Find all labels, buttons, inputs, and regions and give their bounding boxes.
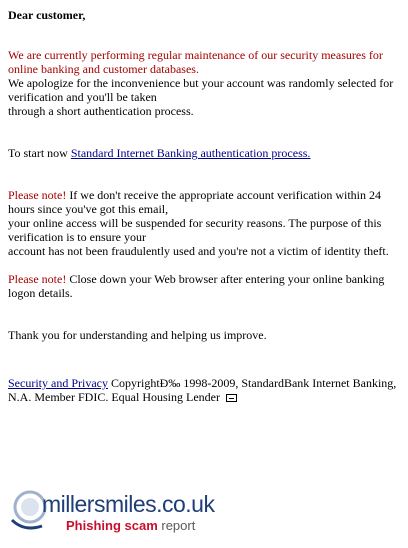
apology-line-2: through a short authentication process. (8, 104, 194, 118)
note-text-2: Close down your Web browser after entering your online banking logon details. (8, 272, 385, 300)
start-instruction (8, 146, 404, 160)
note-text-1a: If we don't receive the appropriate account verification within 24 hours since you've got this email, (8, 188, 382, 216)
apology-text (8, 76, 404, 118)
security-privacy-link[interactable]: Security and Privacy (8, 376, 108, 390)
note-text-1c: account has not been fraudulently used and you're not a victim of identity theft. (8, 244, 389, 258)
footer-copyright: CopyrightĐ‰ 1998-2009, StandardBank Internet Banking, N.A. Member FDIC. Equal Housing Lender (8, 376, 397, 404)
logo-tagline (66, 519, 195, 533)
authentication-link[interactable]: Standard Internet Banking authentication process. (70, 146, 311, 160)
greeting: Dear customer, (8, 8, 86, 22)
note-browser (8, 272, 404, 300)
maintenance-notice: We are currently performing regular maintenance of our security measures for online banking and customer databases. (8, 48, 383, 76)
logo-tag-rest: report (157, 518, 196, 533)
note-text-1b: your online access will be suspended for security reasons. The purpose of this verification is to ensure your (8, 216, 382, 244)
missing-glyph-icon (226, 394, 237, 402)
email-body (8, 8, 404, 404)
footer (8, 376, 404, 404)
note-verification (8, 188, 404, 258)
millersmiles-logo (8, 488, 238, 538)
logo-tag-strong: Phishing scam (66, 518, 158, 533)
logo-domain-text: millersmiles.co.uk (42, 491, 215, 517)
thanks-line: Thank you for understanding and helping us improve. (8, 328, 267, 342)
start-prefix: To start now (8, 146, 71, 160)
note-label-1: Please note! (8, 188, 67, 202)
note-label-2: Please note! (8, 272, 67, 286)
apology-line-1: We apologize for the inconvenience but your account was randomly selected for verification and you'll be taken (8, 76, 394, 104)
